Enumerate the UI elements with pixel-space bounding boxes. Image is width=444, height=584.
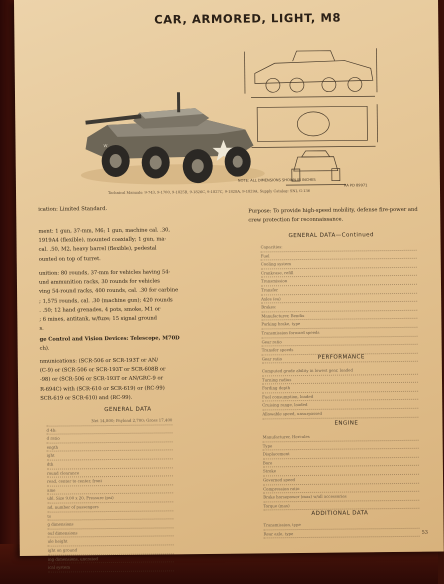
table-row: Transmission, type <box>263 520 419 530</box>
drawing-note: NOTE: ALL DIMENSIONS SHOWN IN INCHES <box>237 177 316 183</box>
table-row: Gear ratio <box>262 354 418 364</box>
table-row: Fuel consumption, loaded <box>262 392 418 402</box>
vision-section <box>40 334 230 354</box>
table-row: Cruising range, loaded <box>262 400 418 410</box>
table-row: Capacities: <box>261 242 417 252</box>
drawing-code: RA PD 89971 <box>343 183 368 188</box>
table-row: dth <box>47 459 173 469</box>
table-row: Transfer <box>261 285 417 295</box>
table-row: ule height <box>48 537 174 547</box>
table-row: Transmission <box>261 276 417 286</box>
table-row: Transmission forward speeds <box>261 328 417 338</box>
table-row: Brake horsepower (max) w/all accessories <box>263 492 419 502</box>
table-row: Governed speed <box>263 475 419 485</box>
table-row: ight <box>47 451 173 461</box>
ammunition-line: ; 1,575 rounds, cal. .30 (machine gun); 420 rounds <box>39 296 173 305</box>
armament-line: 1919A4 (flexible), mounted coaxially; 1 gun, ma- <box>38 236 167 244</box>
ammunition-line: ving 54-round racks, 400 rounds, cal. .30 for carbine <box>39 287 179 296</box>
armament-line: cal. .50, M2, heavy barrel (flexible), pedestal <box>38 245 157 254</box>
vision-line: ch). <box>39 345 50 352</box>
communication-section <box>40 356 230 404</box>
table-row: Fording depth <box>262 383 418 393</box>
armament-section <box>38 226 228 265</box>
svg-text:W: W <box>103 143 108 149</box>
table-row: Type <box>263 440 419 450</box>
table-row: Fuel <box>261 250 417 260</box>
table-row: ical system <box>48 562 174 572</box>
engine-heading: ENGINE <box>334 420 359 427</box>
document-page <box>14 0 444 570</box>
table-row: ts <box>47 511 173 521</box>
table-row: Computed grade ability in lowest gear, loaded <box>262 366 418 376</box>
performance-heading: PERFORMANCE <box>317 354 365 361</box>
ammunition-line: ; 6 mines, antitank, w/fuze; 15 signal ground <box>39 315 158 323</box>
table-row: Torque (max) <box>263 501 419 511</box>
ammunition-section <box>39 268 230 334</box>
additional-table <box>263 520 419 539</box>
table-row: d 4b: <box>46 425 172 435</box>
table-row: Gear ratio <box>262 336 418 346</box>
table-row: d ratio <box>47 434 173 444</box>
table-row: Compression ratio <box>263 483 419 493</box>
table-row: Parking brake, type <box>261 319 417 329</box>
general-cont-table <box>261 242 418 364</box>
ammunition-line: . .50; 12 hand grenades, 4 pots, smoke, M1 or <box>39 306 161 314</box>
communication-line: (C-9) or (SCR-506 or SCR-193T or SCR-608B or <box>39 366 166 374</box>
ammunition-line: unition: 80 rounds, 37-mm for vehicles having 54- <box>38 269 171 277</box>
general-cont-heading: GENERAL DATA—Continued <box>288 232 374 240</box>
general-data-heading: GENERAL DATA <box>104 406 152 414</box>
classification: ication: Limited Standard. <box>38 206 108 213</box>
communication-line: -98) or (SCR-506 or SCR-193T or AN/GRC-9 or <box>39 375 164 384</box>
table-row: ight on ground <box>48 545 174 555</box>
table-row: Rear axle, type <box>264 528 420 538</box>
manuals-caption: Technical Manuals: 9-743, 9-1700, 9-1825B, 9-1826C, 9-1827C, 9-1828A, 9-1829A. Supply Catalog: SNL G-136 <box>108 188 311 196</box>
ammunition-line: s. <box>39 325 44 332</box>
page-number: 53 <box>421 529 429 536</box>
table-row: Stroke <box>263 466 419 476</box>
engine-table <box>263 432 420 511</box>
table-row: Manufacturer, Bendix <box>261 311 417 321</box>
table-row: Crankcase, refill <box>261 268 417 278</box>
table-row: Cooling system <box>261 259 417 269</box>
table-row: Manufacturer, Hercules <box>263 432 419 442</box>
table-row: g dimensions <box>47 519 173 529</box>
table-row: ength <box>47 442 173 452</box>
additional-heading: ADDITIONAL DATA <box>311 510 369 517</box>
general-data-table <box>46 416 174 572</box>
communication-line: SCR-619 or SCR-610) and (RC-99). <box>40 394 133 402</box>
dimension-drawings <box>234 38 386 188</box>
table-row: Net 14,800; Payload 2,700; Gross 17,400 <box>46 416 172 426</box>
table-row: Transfer speeds <box>262 345 418 355</box>
page-title: CAR, ARMORED, LIGHT, M8 <box>154 10 342 27</box>
table-row: ubl. Size 9.00 x 20, Pressure (psi) <box>47 494 173 504</box>
table-row: ame <box>47 485 173 495</box>
communication-line: R-694C) with (SCR-610 or SCR-619) or (RC-99) <box>40 385 165 393</box>
armament-line: ment: 1 gun, 37-mm, M6; 1 gun, machine cal. .30, <box>38 227 171 235</box>
table-row: read, center to center, front <box>47 477 173 487</box>
ammunition-line: und ammunition racks, 30 rounds for vehicles <box>38 278 160 286</box>
table-row: Brakes: <box>261 302 417 312</box>
table-row: Displacement <box>263 449 419 459</box>
table-row: Turning radius <box>262 374 418 384</box>
table-row: nd, number of passengers <box>47 502 173 512</box>
table-row: Bore <box>263 458 419 468</box>
performance-table <box>262 366 419 419</box>
armament-line: ounted on top of turret. <box>38 255 101 263</box>
purpose: Purpose: To provide high-speed mobility, defense fire-power and crew protection for reconnaissance. <box>248 206 418 224</box>
table-row: ing dimensions, uncrated <box>48 554 174 564</box>
communication-line: nmunications: (SCR-506 or SCR-193T or AN/ <box>39 357 159 365</box>
table-row: Allowable speed, unsurpassed <box>262 409 418 419</box>
table-row: Axles (ea) <box>261 293 417 303</box>
table-row: ouf dimensions <box>48 528 174 538</box>
table-row: round clearance <box>47 468 173 478</box>
vision-line: ge Control and Vision Devices: Telescope, M70D <box>39 335 180 343</box>
